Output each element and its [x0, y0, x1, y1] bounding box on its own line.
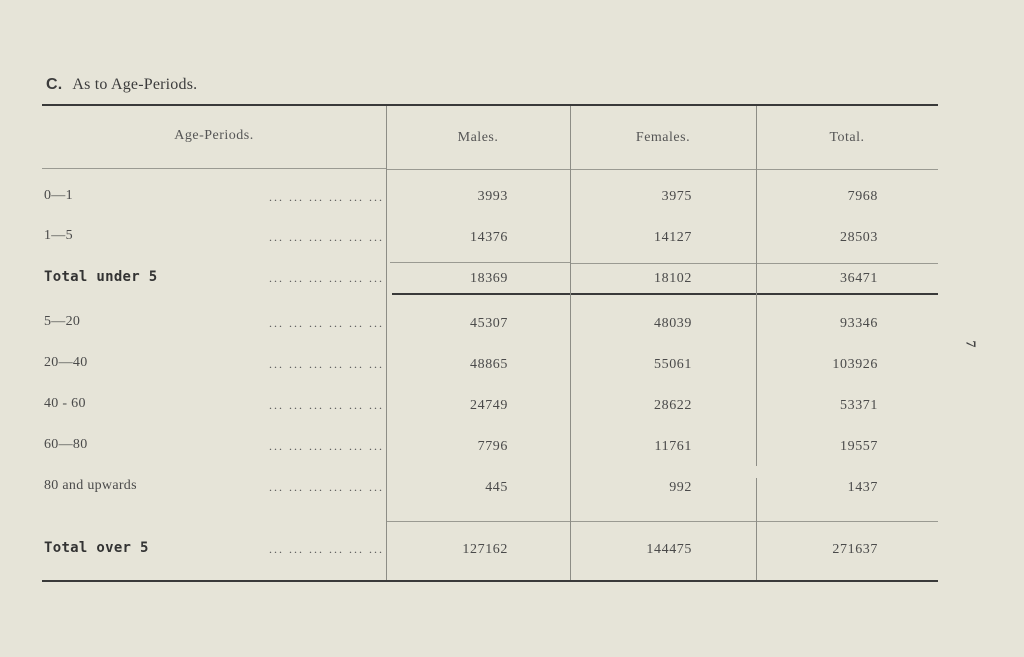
- leader-dots: ... ... ... ... ... ...: [269, 230, 384, 244]
- cell-females: 28622: [654, 398, 692, 413]
- column-divider-females-total-upper: [756, 106, 757, 466]
- cell-females: 48039: [654, 316, 692, 331]
- cell-total: 1437: [847, 480, 878, 495]
- header-males: Males.: [457, 130, 499, 145]
- leader-dots: ... ... ... ... ... ...: [269, 357, 384, 371]
- cell-total: 19557: [840, 439, 878, 454]
- top-rule: [42, 104, 938, 106]
- cell-total: 103926: [832, 357, 878, 372]
- bottom-rule: [42, 580, 938, 582]
- row-label-total-under-5: Total under 5: [44, 269, 158, 285]
- leader-dots: ... ... ... ... ... ...: [269, 480, 384, 494]
- cell-total: 7968: [847, 189, 878, 204]
- row-label: 5—20: [44, 314, 81, 329]
- leader-dots: ... ... ... ... ... ...: [269, 316, 384, 330]
- row-label: 80 and upwards: [44, 478, 137, 493]
- cell-males: 445: [485, 480, 508, 495]
- subtotal-top-line-right: [570, 263, 938, 264]
- cell-total: 36471: [840, 271, 878, 286]
- leader-dots: ... ... ... ... ... ...: [269, 542, 384, 556]
- cell-females: 992: [669, 480, 692, 495]
- header-females: Females.: [635, 130, 691, 145]
- row-label: 0—1: [44, 188, 73, 203]
- cell-total: 93346: [840, 316, 878, 331]
- section-heading: [46, 76, 197, 94]
- header-total: Total.: [829, 130, 865, 145]
- cell-females: 3975: [661, 189, 692, 204]
- leader-dots: ... ... ... ... ... ...: [269, 439, 384, 453]
- page-number: 7: [962, 340, 978, 348]
- cell-females: 18102: [654, 271, 692, 286]
- header-underline-left: [42, 168, 386, 169]
- row-label: 20—40: [44, 355, 88, 370]
- cell-males: 24749: [470, 398, 508, 413]
- cell-males: 127162: [462, 542, 508, 557]
- row-label: 60—80: [44, 437, 88, 452]
- cell-females: 55061: [654, 357, 692, 372]
- header-age-periods: Age-Periods.: [174, 128, 254, 143]
- row-label-total-over-5: Total over 5: [44, 540, 149, 556]
- row-label: 40 - 60: [44, 396, 86, 411]
- column-divider-females-total-lower: [756, 478, 757, 580]
- cell-males: 45307: [470, 316, 508, 331]
- cell-females: 144475: [646, 542, 692, 557]
- total-top-line: [386, 521, 938, 522]
- leader-dots: ... ... ... ... ... ...: [269, 398, 384, 412]
- cell-total: 271637: [832, 542, 878, 557]
- column-divider-males-females: [570, 106, 571, 580]
- row-label: 1—5: [44, 228, 73, 243]
- subtotal-top-line-left: [390, 262, 570, 263]
- cell-males: 7796: [477, 439, 508, 454]
- section-title: As to Age-Periods.: [72, 76, 198, 93]
- cell-males: 18369: [470, 271, 508, 286]
- cell-females: 14127: [654, 230, 692, 245]
- cell-males: 3993: [477, 189, 508, 204]
- cell-males: 14376: [470, 230, 508, 245]
- leader-dots: ... ... ... ... ... ...: [269, 271, 384, 285]
- header-underline-right: [386, 169, 938, 170]
- column-divider-age-males: [386, 106, 387, 580]
- subtotal-bottom-rule: [392, 293, 938, 295]
- cell-total: 53371: [840, 398, 878, 413]
- cell-females: 11761: [654, 439, 692, 454]
- section-letter: C.: [46, 76, 63, 93]
- cell-total: 28503: [840, 230, 878, 245]
- leader-dots: ... ... ... ... ... ...: [269, 190, 384, 204]
- cell-males: 48865: [470, 357, 508, 372]
